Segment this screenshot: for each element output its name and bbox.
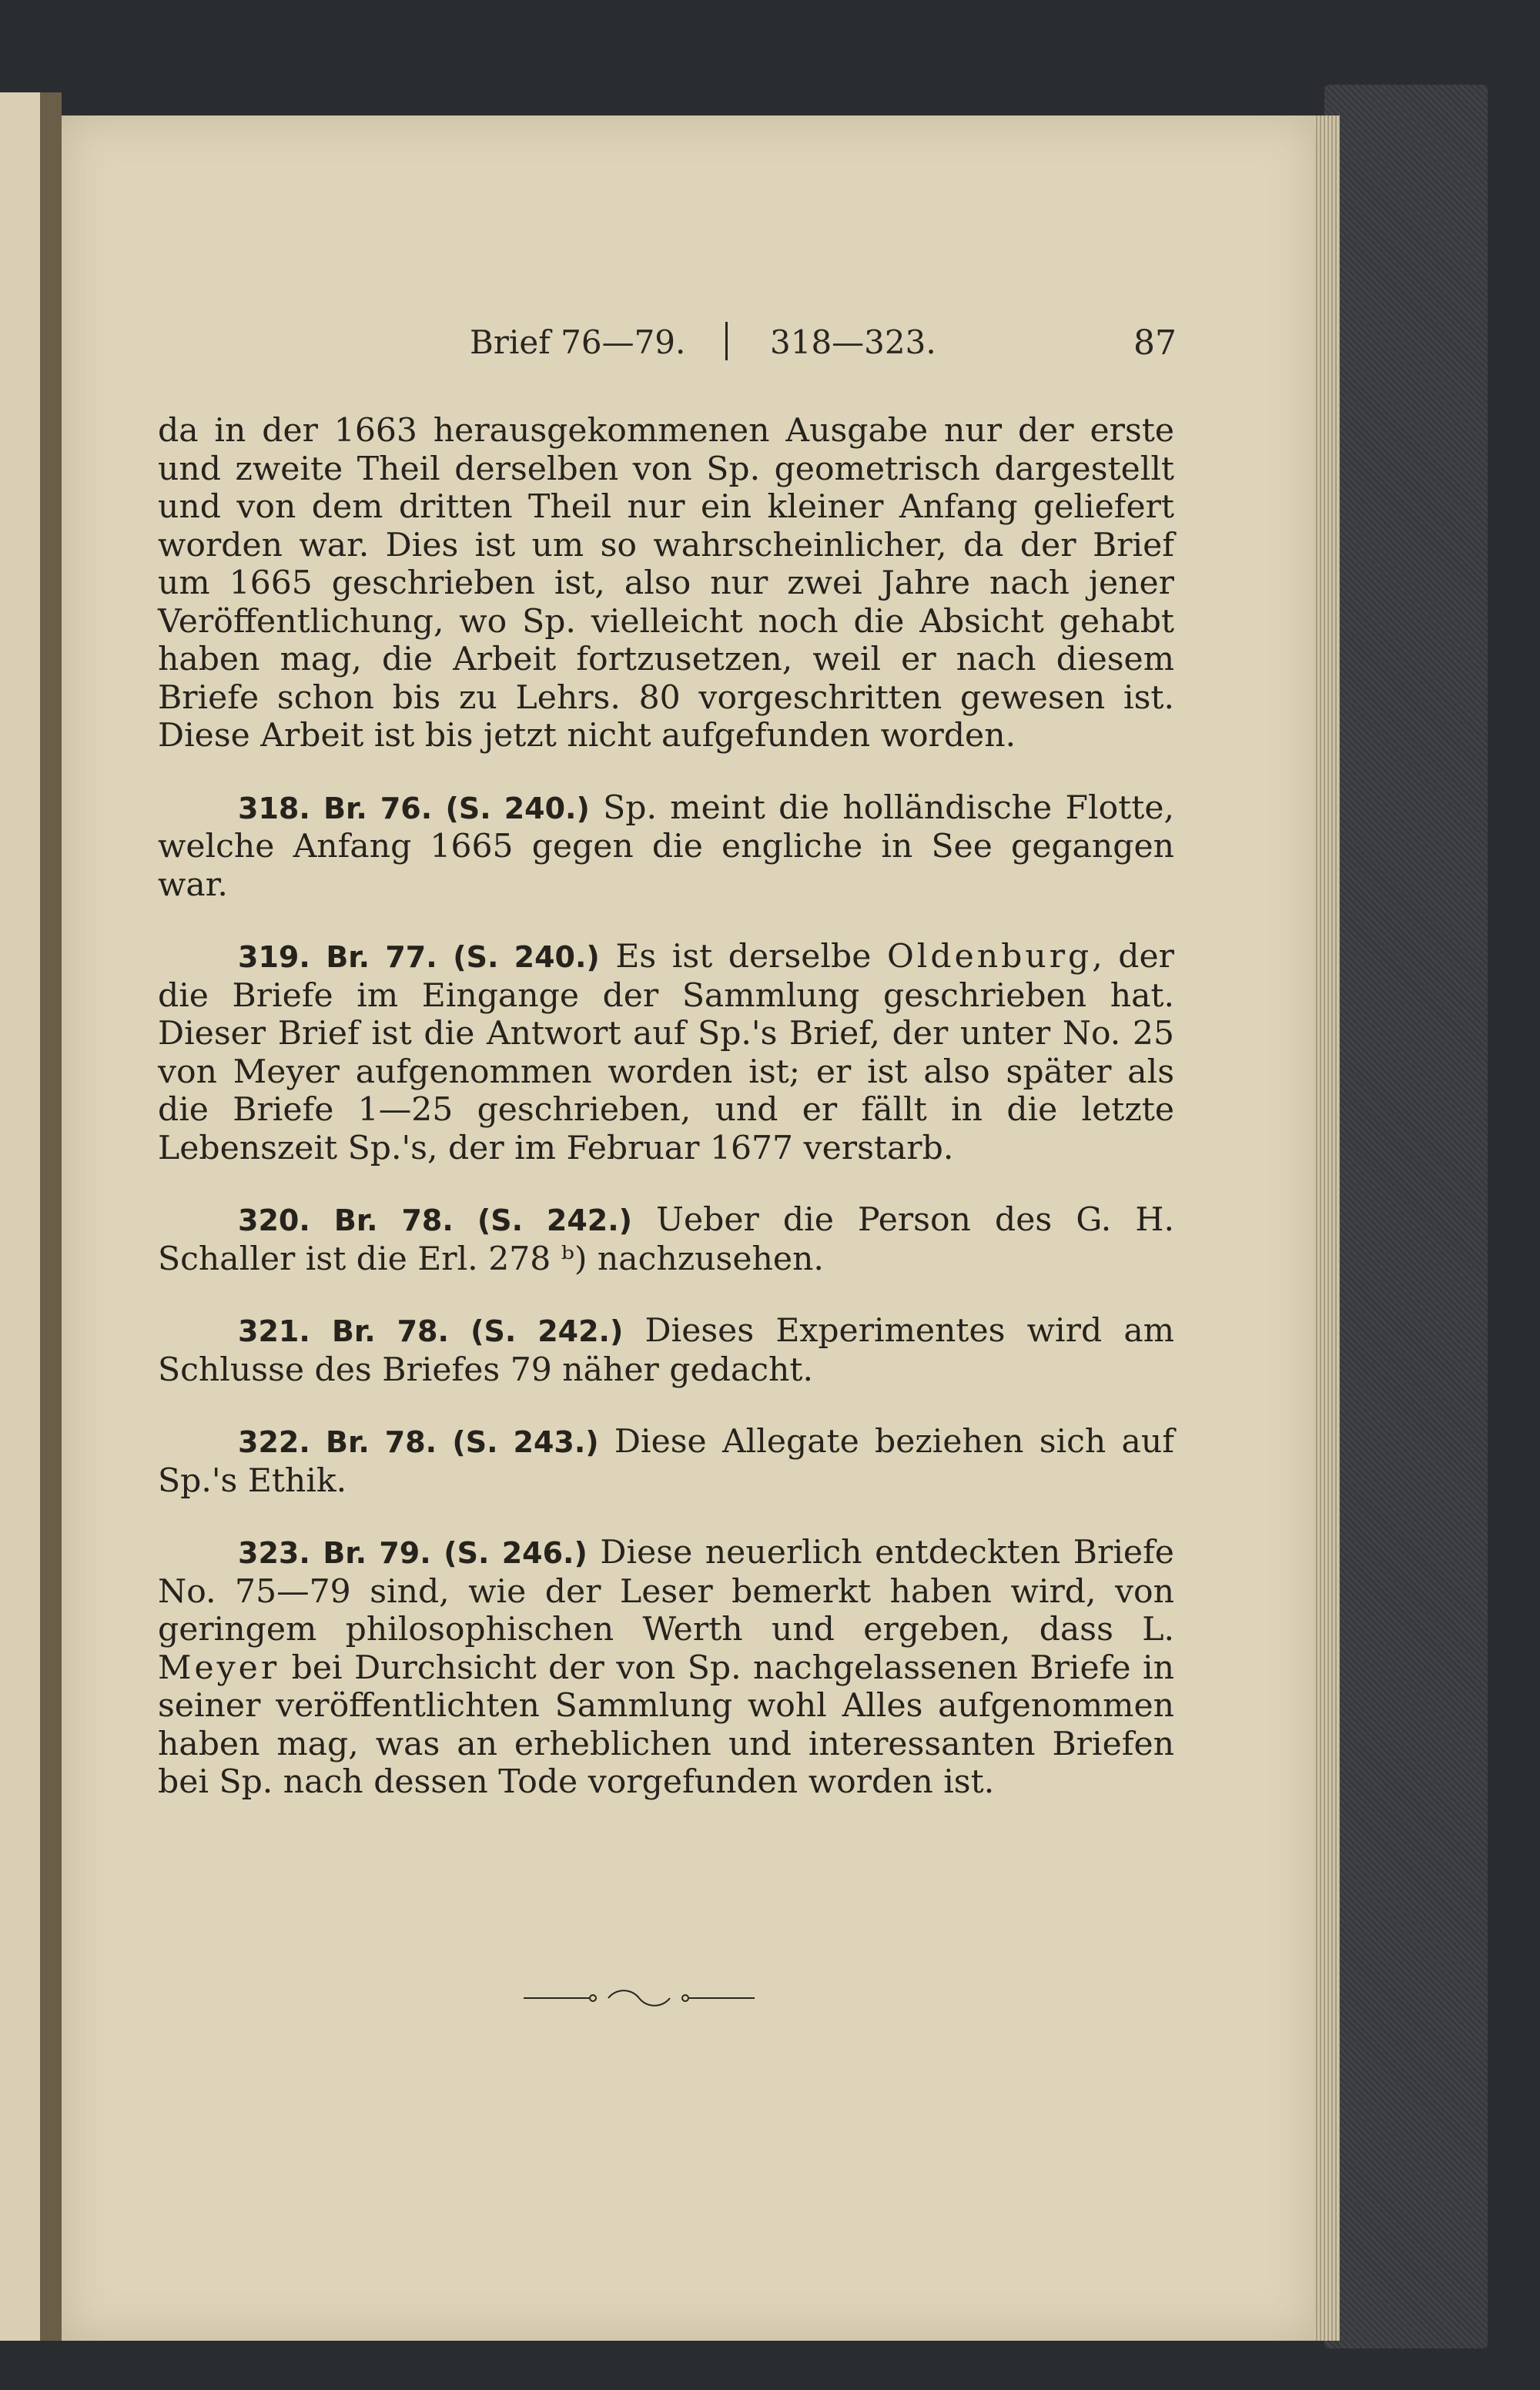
note-text: Diese Allegate beziehen sich auf Sp.'s Ethik. xyxy=(158,1423,1174,1500)
letter-ref: Br. 78. xyxy=(333,1203,454,1237)
note-number: 318. xyxy=(238,791,310,825)
page-number: 87 xyxy=(1133,323,1177,363)
running-header xyxy=(62,323,1317,370)
page-ref: (S. 242.) xyxy=(470,1314,624,1348)
note-number: 322. xyxy=(238,1425,310,1459)
note-text: bei Durchsicht der von Sp. nachgelassenen Briefe in seiner veröffentlichten Sammlung wohl Alles aufgenommen haben mag, was an erheblichen und interessanten Briefen bei Sp. nach dessen Tode vorgefunden worden ist. xyxy=(158,1649,1174,1801)
note-text: Ueber die Person des G. H. Schaller ist die Erl. 278 ᵇ) nachzusehen. xyxy=(158,1201,1174,1278)
page-ref: (S. 242.) xyxy=(477,1203,633,1237)
page-ref: (S. 240.) xyxy=(445,791,590,825)
note-text: Es ist derselbe xyxy=(599,938,887,976)
page-ref: (S. 243.) xyxy=(452,1425,599,1459)
note-number: 319. xyxy=(238,940,310,974)
letter-ref: Br. 76. xyxy=(323,791,433,825)
decorative-flourish-icon xyxy=(524,1987,755,2010)
letter-ref: Br. 77. xyxy=(326,940,437,974)
note-319 xyxy=(158,938,1174,1167)
body-text xyxy=(158,412,1174,1802)
note-322 xyxy=(158,1423,1174,1500)
letter-ref: Br. 78. xyxy=(326,1425,437,1459)
note-text: , der die Briefe im Eingange der Sammlung geschrieben hat. Dieser Brief ist die Antwort auf Sp.'s Brief, der unter No. 25 von Meyer aufgenommen worden ist; er ist also später als die Briefe 1—25 geschrieben, und er fällt in die letzte Lebenszeit Sp.'s, der im Februar 1677 verstarb. xyxy=(158,938,1174,1167)
page-ref: (S. 240.) xyxy=(453,940,600,974)
note-number: 321. xyxy=(238,1314,310,1348)
page-ref: (S. 246.) xyxy=(444,1536,588,1570)
note-text: Diese neuerlich entdeckten Briefe No. 75—79 sind, wie der Leser bemerkt haben wird, von geringem philosophischen Werth und ergeben, dass L. xyxy=(158,1534,1174,1649)
letter-ref: Br. 78. xyxy=(331,1314,449,1348)
left-page-edge xyxy=(0,92,40,2341)
book-spine xyxy=(40,92,62,2341)
note-323 xyxy=(158,1534,1174,1802)
header-divider xyxy=(725,322,728,360)
note-text: Sp. meint die holländische Flotte, welche Anfang 1665 gegen die engliche in See gegangen war. xyxy=(158,788,1174,904)
intro-paragraph: da in der 1663 herausgekommenen Ausgabe nur der erste und zweite Theil derselben von Sp. geometrisch dargestellt und von dem dritten Theil nur ein kleiner Anfang geliefert worden war. Dies ist um so wahrscheinlicher, da der Brief um 1665 geschrieben ist, also nur zwei Jahre nach jener Veröffentlichung, wo Sp. vielleicht noch die Absicht gehabt haben mag, die Arbeit fortzusetzen, weil er nach diesem Briefe schon bis zu Lehrs. 80 vorgeschritten gewesen ist. Diese Arbeit ist bis jetzt nicht aufgefunden worden. xyxy=(158,412,1174,755)
letter-ref: Br. 79. xyxy=(323,1536,431,1570)
note-text: Dieses Experimentes wird am Schlusse des Briefes 79 näher gedacht. xyxy=(158,1312,1174,1389)
spaced-name: Meyer xyxy=(158,1649,280,1687)
book-page xyxy=(62,115,1317,2341)
header-letters: Brief 76—79. xyxy=(470,323,686,361)
note-number: 320. xyxy=(238,1203,310,1237)
header-notes-range: 318—323. xyxy=(770,323,936,361)
note-number: 323. xyxy=(238,1536,310,1570)
note-320 xyxy=(158,1201,1174,1278)
spaced-name: Oldenburg xyxy=(886,938,1093,976)
note-318 xyxy=(158,789,1174,905)
book-cover xyxy=(1324,85,1488,2348)
page-edges xyxy=(1314,115,1340,2341)
note-321 xyxy=(158,1312,1174,1389)
